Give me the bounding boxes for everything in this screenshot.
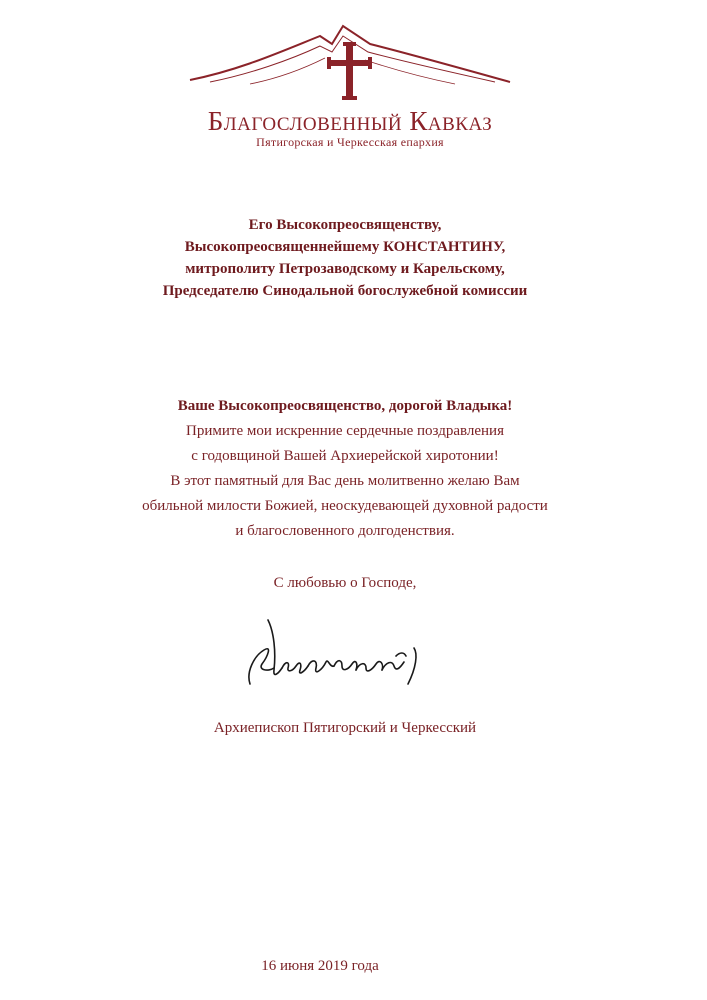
salutation: Ваше Высокопреосвященство, дорогой Владыка! [177, 398, 513, 414]
body-line: обильной милости Божией, неоскудевающей духовной радости [142, 498, 548, 514]
body-line: и благословенного долгоденствия. [235, 523, 455, 539]
body-line: В этот памятный для Вас день молитвенно желаю Вам [170, 473, 520, 489]
addressee-line: Высокопреосвященнейшему КОНСТАНТИНУ, [184, 239, 506, 255]
closing-line: С любовью о Господе, [273, 575, 417, 591]
addressee-line: Председателю Синодальной богослужебной комиссии [162, 283, 528, 299]
body-line: Примите мои искренние сердечные поздравления [186, 423, 504, 439]
letterhead-subtitle: Пятигорская и Черкесская епархия [256, 135, 444, 149]
letter-date: 16 июня 2019 года [261, 958, 379, 974]
addressee-block [80, 214, 610, 302]
addressee-line: митрополиту Петрозаводскому и Карельскому, [185, 261, 505, 277]
letterhead-logo [180, 22, 520, 149]
letterhead-title: Благословенный Кавказ [207, 106, 493, 136]
letter-body [60, 394, 630, 544]
signer-title: Архиепископ Пятигорский и Черкесский [213, 720, 477, 736]
addressee-line: Его Высокопреосвященству, [248, 217, 442, 233]
mountain-cross-icon [180, 22, 520, 112]
body-line: с годовщиной Вашей Архиерейской хиротонии! [191, 448, 499, 464]
handwritten-signature [238, 612, 438, 702]
